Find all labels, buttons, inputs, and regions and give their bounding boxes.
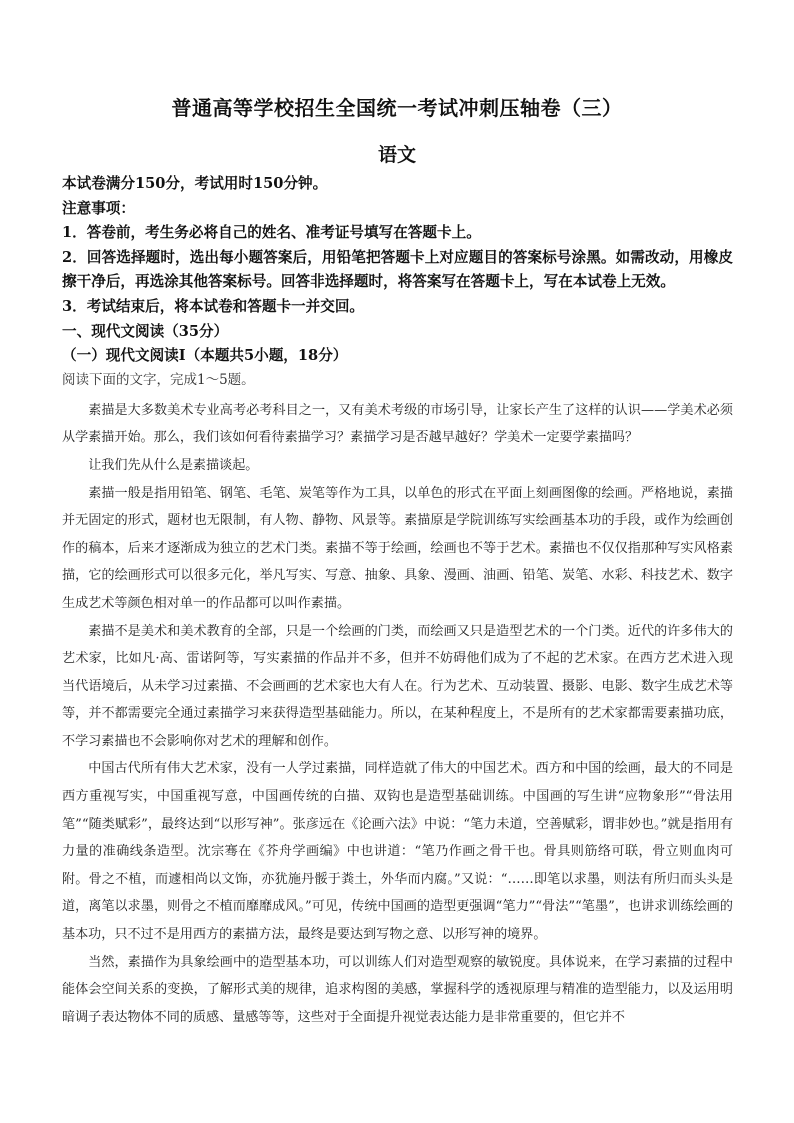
section-heading: 一、现代文阅读（35分） <box>62 322 229 340</box>
passage-paragraph-3: 素描一般是指用铅笔、钢笔、毛笔、炭笔等作为工具，以单色的形式在平面上刻画图像的绘画。严格地说，素描并无固定的形式，题材也无限制，有人物、静物、风景等。素描原是学院训练写实绘画基本功的手段，或作为绘画创作的稿本，后来才逐渐成为独立的艺术门类。素描不等于绘画，绘画也不等于艺术。素描也不仅仅指那种写实风格素描，它的绘画形式可以很多元化，举凡写实、写意、抽象、具象、漫画、油画、铅笔、炭笔、水彩、科技艺术、数字生成艺术等颜色相对单一的作品都可以叫作素描。 <box>62 485 733 611</box>
exam-content <box>62 172 733 1031</box>
notes-item-3: 3．考试结束后，将本试卷和答题卡一并交回。 <box>62 297 365 315</box>
exam-title: 普通高等学校招生全国统一考试冲刺压轴卷（三） <box>171 96 623 120</box>
subsection-heading: （一）现代文阅读Ⅰ（本题共5小题，18分） <box>62 347 348 365</box>
subject-title: 语文 <box>377 144 416 166</box>
passage-paragraph-5: 中国古代所有伟大艺术家，没有一人学过素描，同样造就了伟大的中国艺术。西方和中国的绘画，最大的不同是西方重视写实，中国重视写意，中国画传统的白描、双钩也是造型基础训练。中国画的写生讲“应物象形”“骨法用笔”“随类赋彩”，最终达到“以形写神”。张彦远在《论画六法》中说：“笔力未道，空善赋彩，谓非妙也。”就是指用有力量的准确线条造型。沈宗骞在《芥舟学画编》中也讲道：“笔乃作画之骨干也。骨具则筋络可联，骨立则血肉可附。骨之不植，而遽相尚以文饰，亦犹施丹骽于粪土，外华而内腐。”又说：“……即笔以求墨，则法有所归而头头是道，离笔以求墨，则骨之不植而靡靡成风。”可见，传统中国画的造型更强调“笔力”“骨法”“笔墨”，也讲求训练绘画的基本功，只不过不是用西方的素描方法，最终是要达到写物之意、以形写神的境界。 <box>62 761 733 943</box>
passage-paragraph-2: 让我们先从什么是素描谈起。 <box>88 457 259 473</box>
passage-paragraph-4: 素描不是美术和美术教育的全部，只是一个绘画的门类，而绘画又只是造型艺术的一个门类。近代的许多伟大的艺术家，比如凡·高、雷诺阿等，写实素描的作品并不多，但并不妨碍他们成为了不起的艺术家。在西方艺术进入现当代语境后，从未学习过素描、不会画画的艺术家也大有人在。行为艺术、互动装置、摄影、电影、数字生成艺术等等，并不都需要完全通过素描学习来获得造型基础能力。所以，在某种程度上，不是所有的艺术家都需要素描功底，不学习素描也不会影响你对艺术的理解和创作。 <box>62 623 733 749</box>
passage-paragraph-6: 当然，素描作为具象绘画中的造型基本功，可以训练人们对造型观察的敏锐度。具体说来，在学习素描的过程中能体会空间关系的变换，了解形式美的规律，追求构图的美感，掌握科学的透视原理与精准的造型能力，以及运用明暗调子表达物体不同的质感、量感等等，这些对于全面提升视觉表达能力是非常重要的，但它并不 <box>62 954 733 1025</box>
notes-heading: 注意事项： <box>62 199 135 217</box>
score-info: 本试卷满分150分，考试用时150分钟。 <box>62 175 328 192</box>
reading-instruction: 阅读下面的文字，完成1～5题。 <box>62 371 255 388</box>
notes-item-2: 2．回答选择题时，选出每小题答案后，用铅笔把答题卡上对应题目的答案标号涂黑。如需改动，用橡皮擦干净后，再选涂其他答案标号。回答非选择题时，将答案写在答题卡上，写在本试卷上无效。 <box>62 248 733 291</box>
passage-paragraph-1: 素描是大多数美术专业高考必考科目之一，又有美术考级的市场引导，让家长产生了这样的认识——学美术必须从学素描开始。那么，我们该如何看待素描学习？素描学习是否越早越好？学美术一定要学素描吗？ <box>62 402 733 446</box>
notes-item-1: 1．答卷前，考生务必将自己的姓名、准考证号填写在答题卡上。 <box>62 224 481 242</box>
